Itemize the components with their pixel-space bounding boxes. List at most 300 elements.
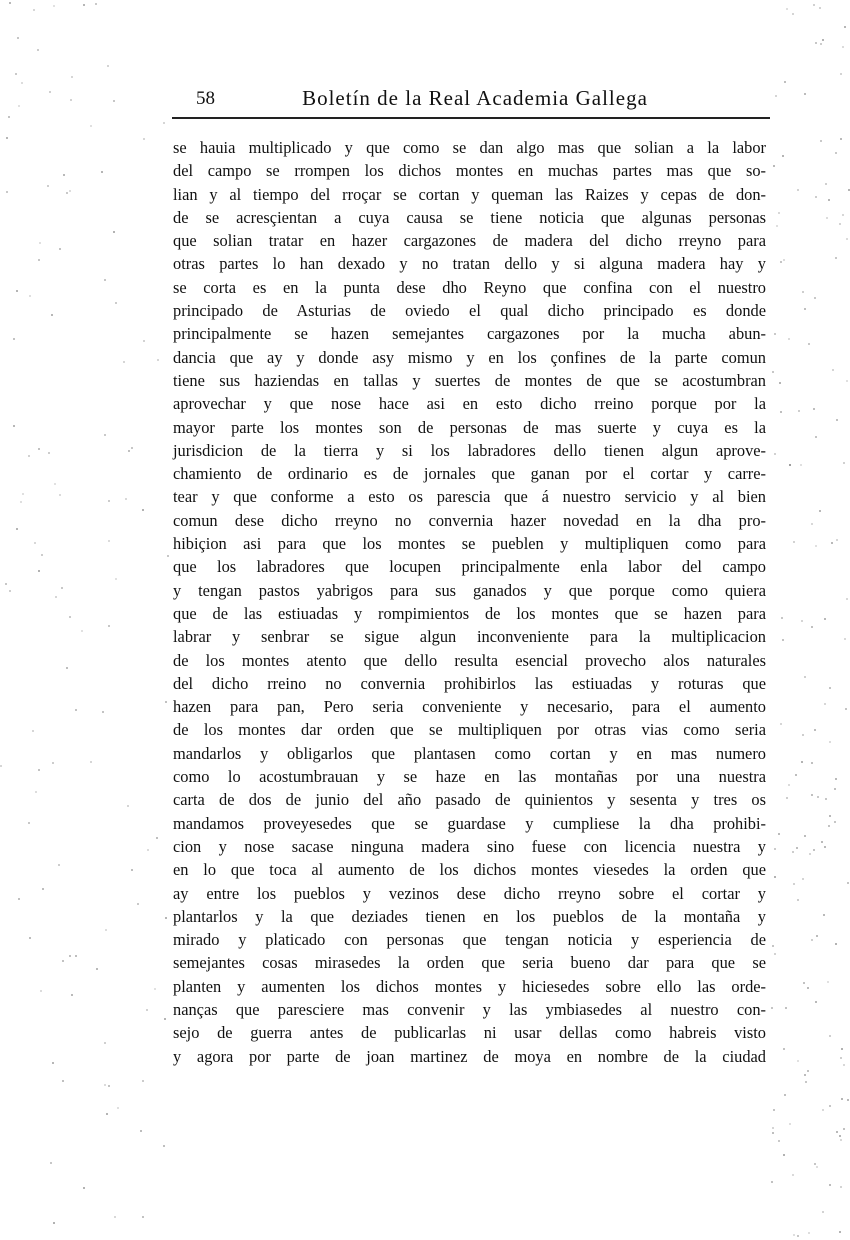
scan-speck	[793, 541, 795, 543]
scan-speck	[167, 555, 169, 557]
scan-speck	[778, 212, 780, 214]
scan-speck	[90, 761, 92, 763]
scan-speck	[165, 701, 167, 703]
scan-speck	[776, 225, 778, 227]
scan-speck	[813, 4, 815, 6]
scan-speck	[775, 95, 777, 97]
scan-speck	[786, 797, 788, 799]
scan-speck	[792, 1174, 794, 1176]
scan-speck	[35, 791, 37, 793]
scan-speck	[841, 1098, 843, 1100]
scan-speck	[50, 1162, 52, 1164]
scan-speck	[788, 338, 790, 340]
scan-speck	[772, 945, 774, 947]
scan-speck	[66, 192, 68, 194]
scan-speck	[811, 794, 813, 796]
scan-speck	[813, 849, 815, 851]
scan-speck	[779, 382, 781, 384]
scan-speck	[9, 2, 11, 4]
scan-speck	[71, 994, 73, 996]
scan-speck	[807, 1070, 809, 1072]
scan-speck	[809, 853, 811, 855]
scan-speck	[18, 105, 20, 107]
scan-speck	[805, 1081, 807, 1083]
scan-speck	[18, 898, 20, 900]
scan-speck	[90, 125, 92, 127]
scan-speck	[39, 242, 41, 244]
scan-speck	[814, 729, 816, 731]
scan-speck	[825, 798, 827, 800]
text-line: labrar y senbrar se sigue algun inconveniente para la multiplicacion	[173, 627, 766, 647]
scan-speck	[842, 46, 844, 48]
scan-speck	[819, 7, 821, 9]
scan-speck	[829, 687, 831, 689]
scan-speck	[157, 359, 159, 361]
text-line: principalmente se hazen semejantes cargazones por la mucha abun-	[173, 324, 766, 344]
scan-speck	[146, 1009, 148, 1011]
scan-speck	[53, 1222, 55, 1224]
scan-speck	[829, 1105, 831, 1107]
text-line: carta de dos de junio del año pasado de quinientos y sesenta y tres os	[173, 790, 766, 810]
scan-speck	[823, 914, 825, 916]
scan-speck	[131, 447, 133, 449]
text-line: cion y nose sacase ninguna madera sino fuese con licencia nuestra y	[173, 836, 766, 856]
text-line: plantarlos y la que deziades tienen en los pueblos de la montaña y	[173, 906, 766, 926]
scan-speck	[16, 290, 18, 292]
scan-speck	[813, 408, 815, 410]
text-line: mirado y platicado con personas que tengan noticia y esperiencia de	[173, 930, 766, 950]
scan-speck	[780, 261, 782, 263]
scan-speck	[106, 1113, 108, 1115]
scan-speck	[840, 73, 842, 75]
scan-speck	[5, 583, 7, 585]
scan-speck	[113, 100, 115, 102]
scan-speck	[804, 1074, 806, 1076]
scan-speck	[835, 943, 837, 945]
header-rule	[172, 117, 770, 119]
scan-speck	[795, 774, 797, 776]
scan-speck	[822, 39, 824, 41]
scan-speck	[6, 191, 8, 193]
scan-speck	[846, 598, 848, 600]
scan-speck	[824, 846, 826, 848]
text-line: que solian tratar en hazer cargazones de madera del dicho rreyno para	[173, 231, 766, 251]
scan-speck	[117, 1107, 119, 1109]
scan-speck	[104, 1042, 106, 1044]
scan-speck	[835, 257, 837, 259]
scan-speck	[811, 523, 813, 525]
text-line: mandamos proveyesedes que se guardase y cumpliese la dha prohibi-	[173, 813, 766, 833]
scan-speck	[143, 138, 145, 140]
scan-speck	[108, 1085, 110, 1087]
scan-speck	[783, 259, 785, 261]
scan-speck	[104, 434, 106, 436]
scan-speck	[128, 450, 130, 452]
scan-speck	[780, 411, 782, 413]
text-line: chamiento de ordinario es de jornales que ganan por el cortar y carre-	[173, 464, 766, 484]
scan-speck	[771, 1181, 773, 1183]
scan-speck	[802, 291, 804, 293]
scan-speck	[55, 596, 57, 598]
text-line: semejantes cosas mirasedes la orden que seria bueno dar para que se	[173, 953, 766, 973]
scan-speck	[793, 1234, 795, 1236]
scan-speck	[811, 939, 813, 941]
scan-speck	[846, 380, 848, 382]
scan-speck	[835, 152, 837, 154]
scan-speck	[156, 837, 158, 839]
text-line: se corta es en la punta dese dho Reyno que confina con el nuestro	[173, 277, 766, 297]
scan-speck	[820, 43, 822, 45]
scan-speck	[826, 217, 828, 219]
scan-speck	[48, 452, 50, 454]
text-line: planten y aumenten los dichos montes y hiciesedes sobre ello las orde-	[173, 976, 766, 996]
scan-speck	[142, 1216, 144, 1218]
scan-speck	[778, 1140, 780, 1142]
scan-speck	[843, 462, 845, 464]
scan-speck	[800, 464, 802, 466]
scan-speck	[34, 542, 36, 544]
text-line: del campo se rrompen los dichos montes en muchas partes mas que so-	[173, 161, 766, 181]
scan-speck	[785, 1007, 787, 1009]
scan-speck	[38, 570, 40, 572]
scan-speck	[840, 1186, 842, 1188]
scan-speck	[816, 1166, 818, 1168]
text-line: de los montes atento que dello resulta esencial provecho alos naturales	[173, 650, 766, 670]
scan-speck	[154, 988, 156, 990]
scan-speck	[69, 190, 71, 192]
text-line: del dicho rreino no convernia prohibirlos las estiuadas y roturas que	[173, 673, 766, 693]
text-line: que de las estiuadas y rompimientos de los montes que se hazen para	[173, 603, 766, 623]
scan-speck	[822, 1109, 824, 1111]
scan-speck	[83, 4, 85, 6]
text-line: en lo que toca al aumento de los dichos montes viesedes la orden que	[173, 860, 766, 880]
scan-speck	[113, 231, 115, 233]
text-line: hazen para pan, Pero seria conveniente y necesario, para el aumento	[173, 697, 766, 717]
scan-speck	[772, 1132, 774, 1134]
scan-speck	[29, 937, 31, 939]
scan-speck	[40, 990, 42, 992]
scan-speck	[147, 849, 149, 851]
scan-speck	[781, 617, 783, 619]
scan-speck	[815, 436, 817, 438]
running-title: Boletín de la Real Academia Gallega	[302, 86, 648, 110]
scan-speck	[782, 155, 784, 157]
scan-speck	[786, 8, 788, 10]
scan-speck	[784, 81, 786, 83]
scan-speck	[104, 279, 106, 281]
scan-speck	[832, 369, 834, 371]
text-line: y agora por parte de joan martinez de moya en nombre de la ciudad	[173, 1046, 766, 1066]
scan-speck	[52, 1062, 54, 1064]
scan-speck	[835, 778, 837, 780]
scan-speck	[811, 626, 813, 628]
scan-speck	[820, 140, 822, 142]
scan-speck	[828, 825, 830, 827]
scan-speck	[140, 1130, 142, 1132]
scan-speck	[101, 171, 103, 173]
scan-speck	[38, 259, 40, 261]
scan-speck	[37, 49, 39, 51]
scan-speck	[845, 708, 847, 710]
scan-speck	[28, 455, 30, 457]
scan-speck	[829, 1184, 831, 1186]
text-line: lian y al tiempo del rroçar se cortan y queman las Raizes y cepas de don-	[173, 184, 766, 204]
scan-speck	[842, 214, 844, 216]
scan-speck	[797, 899, 799, 901]
scan-speck	[840, 138, 842, 140]
scan-speck	[75, 709, 77, 711]
scan-speck	[137, 903, 139, 905]
scan-speck	[17, 37, 19, 39]
scan-speck	[771, 1007, 773, 1009]
scan-speck	[774, 953, 776, 955]
scan-speck	[836, 539, 838, 541]
scan-speck	[788, 784, 790, 786]
scan-speck	[831, 542, 833, 544]
scan-speck	[804, 93, 806, 95]
scan-speck	[70, 99, 72, 101]
scan-speck	[115, 578, 117, 580]
scan-speck	[801, 761, 803, 763]
scan-speck	[839, 223, 841, 225]
scan-speck	[59, 494, 61, 496]
scan-speck	[824, 703, 826, 705]
scan-speck	[824, 618, 826, 620]
scan-speck	[774, 333, 776, 335]
scan-speck	[51, 314, 53, 316]
text-line: de los montes dar orden que se multipliquen por otras vias como seria	[173, 720, 766, 740]
scan-speck	[61, 587, 63, 589]
scan-speck	[801, 620, 803, 622]
scan-speck	[69, 955, 71, 957]
scan-speck	[143, 340, 145, 342]
scan-speck	[127, 805, 129, 807]
scan-speck	[29, 295, 31, 297]
scan-speck	[819, 510, 821, 512]
scan-speck	[784, 1094, 786, 1096]
scan-speck	[83, 1187, 85, 1189]
scan-speck	[164, 1018, 166, 1020]
scan-speck	[96, 968, 98, 970]
text-line: dancia que ay y donde asy mismo y en los çonfines de la parte comun	[173, 347, 766, 367]
scan-speck	[62, 1080, 64, 1082]
scan-speck	[22, 493, 24, 495]
scan-speck	[13, 425, 15, 427]
scan-speck	[81, 630, 83, 632]
body-text	[173, 136, 766, 1068]
text-line: nanças que paresciere mas convenir y las ymbiasedes al nuestro con-	[173, 999, 766, 1019]
scan-speck	[814, 297, 816, 299]
scan-speck	[41, 554, 43, 556]
scan-speck	[20, 501, 22, 503]
scan-speck	[834, 821, 836, 823]
scan-speck	[107, 65, 109, 67]
scan-speck	[815, 196, 817, 198]
scan-speck	[792, 851, 794, 853]
scan-speck	[16, 528, 18, 530]
scan-speck	[9, 590, 11, 592]
scan-speck	[28, 822, 30, 824]
text-line: jurisdicion de la tierra y si los labradores dello tienen algun aprove-	[173, 440, 766, 460]
scan-speck	[773, 1109, 775, 1111]
scan-speck	[793, 883, 795, 885]
text-line: principado de Asturias de oviedo el qual dicho principado es donde	[173, 301, 766, 321]
scan-speck	[59, 248, 61, 250]
scan-speck	[816, 935, 818, 937]
text-line: ay entre los pueblos y vezinos dese dicho rreyno sobre el cortar y	[173, 883, 766, 903]
scan-speck	[8, 116, 10, 118]
scan-speck	[841, 1048, 843, 1050]
scan-speck	[33, 9, 35, 11]
scan-speck	[42, 888, 44, 890]
scan-speck	[797, 189, 799, 191]
scan-speck	[142, 509, 144, 511]
scan-speck	[797, 1235, 799, 1237]
scan-speck	[834, 788, 836, 790]
scan-speck	[844, 26, 846, 28]
scan-speck	[163, 1145, 165, 1147]
scan-speck	[0, 765, 2, 767]
text-line: hibiçion asi para que los montes se pueblen y multipliquen como para	[173, 534, 766, 554]
scan-speck	[804, 676, 806, 678]
scan-speck	[163, 122, 165, 124]
scan-speck	[796, 847, 798, 849]
scan-speck	[104, 1084, 106, 1086]
text-line: otras partes lo han dexado y no tratan dello y si alguna madera hay y	[173, 254, 766, 274]
scan-speck	[847, 882, 849, 884]
scan-speck	[772, 1127, 774, 1129]
scan-speck	[839, 1135, 841, 1137]
scan-speck	[789, 464, 791, 466]
scan-speck	[789, 1123, 791, 1125]
scan-speck	[827, 981, 829, 983]
scan-speck	[142, 1080, 144, 1082]
scan-speck	[115, 302, 117, 304]
text-line: tear y que conforme a esto os parescia que á nuestro servicio y al bien	[173, 487, 766, 507]
scan-speck	[69, 616, 71, 618]
scan-speck	[802, 734, 804, 736]
scan-speck	[52, 762, 54, 764]
scan-speck	[774, 876, 776, 878]
scan-speck	[772, 371, 774, 373]
page-header	[180, 86, 770, 114]
scan-speck	[54, 483, 56, 485]
scan-speck	[131, 869, 133, 871]
scan-speck	[817, 796, 819, 798]
scan-speck	[773, 165, 775, 167]
scan-speck	[780, 723, 782, 725]
scan-speck	[843, 1128, 845, 1130]
scan-speck	[21, 82, 23, 84]
scan-speck	[836, 1131, 838, 1133]
text-line: aprovechar y que nose hace asi en esto dicho rreino porque por la	[173, 394, 766, 414]
scan-speck	[797, 1060, 799, 1062]
scan-speck	[840, 1057, 842, 1059]
scan-speck	[778, 833, 780, 835]
scan-speck	[844, 638, 846, 640]
scan-speck	[783, 1048, 785, 1050]
text-line: sejo de guerra antes de publicarlas ni usar dellas como habreis visto	[173, 1023, 766, 1043]
scan-speck	[829, 741, 831, 743]
scan-speck	[846, 238, 848, 240]
scan-speck	[63, 174, 65, 176]
scan-speck	[6, 137, 8, 139]
scan-speck	[802, 878, 804, 880]
scan-speck	[836, 419, 838, 421]
page-number: 58	[196, 88, 215, 109]
scan-speck	[125, 498, 127, 500]
scan-speck	[165, 917, 167, 919]
scan-speck	[105, 929, 107, 931]
scan-speck	[108, 625, 110, 627]
scan-speck	[49, 91, 51, 93]
scan-speck	[804, 835, 806, 837]
text-line: y tengan pastos yabrigos para sus ganados y que porque como quiera	[173, 580, 766, 600]
text-line: comun dese dicho rreyno no convernia hazer novedad en la dha pro-	[173, 510, 766, 530]
scan-speck	[821, 841, 823, 843]
scan-speck	[102, 711, 104, 713]
scan-speck	[847, 1099, 849, 1101]
scan-speck	[803, 982, 805, 984]
scan-speck	[792, 13, 794, 15]
scan-speck	[815, 42, 817, 44]
scan-speck	[774, 453, 776, 455]
scan-speck	[815, 545, 817, 547]
scan-speck	[32, 730, 34, 732]
scan-speck	[839, 1231, 841, 1233]
scan-speck	[58, 864, 60, 866]
scan-speck	[13, 338, 15, 340]
text-line: mayor parte los montes son de personas de mas suerte y cuya es la	[173, 417, 766, 437]
scan-speck	[123, 361, 125, 363]
scan-speck	[808, 1232, 810, 1234]
text-line: se hauia multiplicado y que como se dan algo mas que solian a la labor	[173, 138, 766, 157]
scan-speck	[66, 667, 68, 669]
scan-speck	[825, 183, 827, 185]
scan-speck	[62, 960, 64, 962]
scan-speck	[807, 987, 809, 989]
scan-speck	[804, 308, 806, 310]
scan-speck	[53, 5, 55, 7]
scan-speck	[811, 762, 813, 764]
scan-speck	[75, 955, 77, 957]
scan-speck	[798, 410, 800, 412]
scan-speck	[840, 1139, 842, 1141]
scan-speck	[95, 3, 97, 5]
scan-speck	[822, 1211, 824, 1213]
text-line: que los labradores que locupen principalmente enla labor del campo	[173, 557, 766, 577]
scan-speck	[38, 769, 40, 771]
scan-speck	[782, 639, 784, 641]
scan-speck	[15, 73, 17, 75]
text-line: como lo acostumbrauan y se haze en las montañas por una nuestra	[173, 767, 766, 787]
scan-speck	[108, 500, 110, 502]
scan-speck	[783, 1154, 785, 1156]
scan-speck	[829, 815, 831, 817]
scan-speck	[828, 199, 830, 201]
scan-speck	[47, 185, 49, 187]
scan-speck	[829, 1035, 831, 1037]
scan-speck	[114, 1216, 116, 1218]
scan-speck	[71, 76, 73, 78]
scan-speck	[774, 848, 776, 850]
text-line: de se acresçientan a cuya causa se tiene noticia que algunas personas	[173, 207, 766, 227]
text-line: mandarlos y obligarlos que plantasen como cortan y en mas numero	[173, 743, 766, 763]
scan-speck	[108, 540, 110, 542]
scan-speck	[38, 448, 40, 450]
scan-speck	[843, 1064, 845, 1066]
scan-speck	[815, 1001, 817, 1003]
